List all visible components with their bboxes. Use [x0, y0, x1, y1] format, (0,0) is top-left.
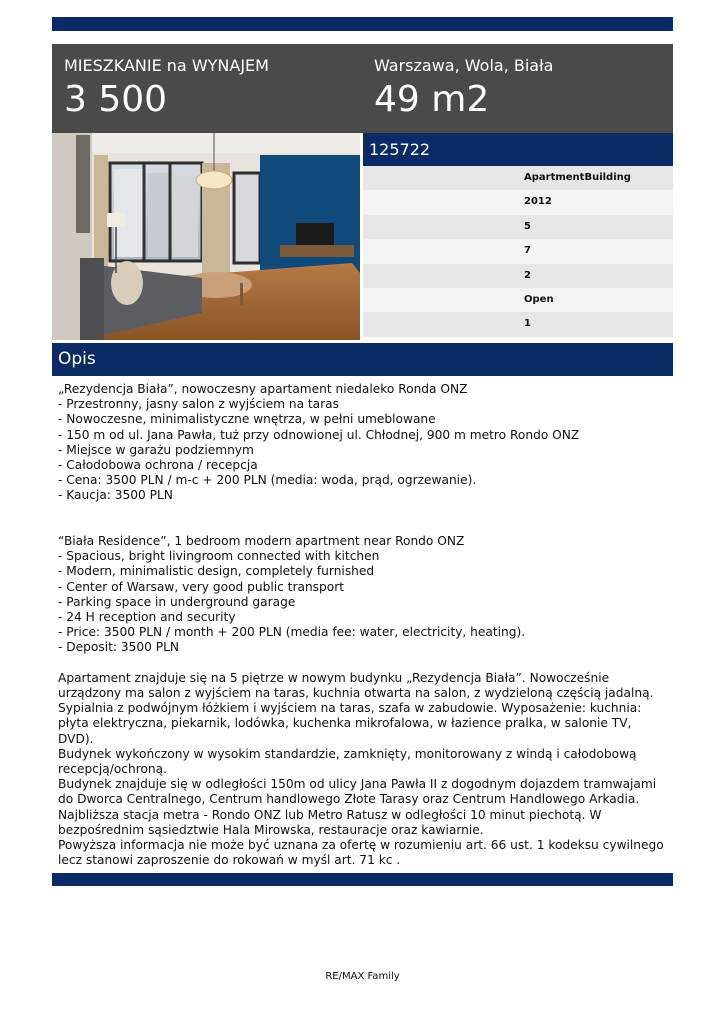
- listing-description: „Rezydencja Biała”, nowoczesny apartament niedaleko Ronda ONZ - Przestronny, jasny salon z wyjściem na taras - Nowoczesne, minimalistyczne wnętrza, w pełni umeblowane - 150 m od ul. Jana Pawła, tuż przy odnowionej ul. Chłodnej, 900 m metro Rondo ONZ - Miejsce w garażu podziemnym - Całodobowa ochrona / recepcja - Cena: 3500 PLN / m-c + 200 PLN (media: woda, prąd, ogrzewanie). - Kaucja: 3500 PLN “Biała Residence”, 1 bedroom modern apartment near Rondo ONZ - Spacious, bright livingroom connected with kitchen - Modern, minimalistic design, completely furnished - Center of Warsaw, very good public transport - Parking space in underground garage - 24 H reception and security - Price: 3500 PLN / month + 200 PLN (media fee: water, electricity, heating). - Deposit: 3500 PLN Apartament znajduje się na 5 piętrze w nowym budynku „Rezydencja Biała”. Nowocześnie urządzony ma salon z wyjściem na taras, kuchnia otwarta na salon, z wydzieloną częścią jadalną. Sypialnia z podwójnym łóżkiem i wyjściem na taras, szafa w zabudowie. Wyposażenie: kuchnia: płyta elektryczna, piekarnik, lodówka, kuchenka mikrofalowa, w łazience pralka, w salonie TV, DVD). Budynek wykończony w wysokim standardzie, zamknięty, monitorowany z windą i całodobową recepcją/ochroną. Budynek znajduje się w odległości 150m od ulicy Jana Pawła II z dogodnym dojazdem tramwajami do Dworca Centralnego, Centrum handlowego Złote Tarasy oraz Centrum Handlowego Arkadia. Najbliższa stacja metra - Rondo ONZ lub Metro Ratusz w odległości 10 minut piechotą. W bezpośrednim sąsiedztwie Hala Mirowska, restauracje oraz kawiarnie. Powyższa informacja nie może być uznana za ofertę w rozumieniu art. 66 ust. 1 kodeksu cywilnego lecz stanowi zaproszenie do rokowań w myśl art. 71 kc .: [58, 382, 664, 868]
- detail-bathrooms: 1: [363, 312, 673, 336]
- offer-summary: [64, 56, 269, 122]
- property-details-table: [363, 166, 673, 337]
- section-title-description: Opis: [52, 343, 673, 376]
- apartment-photo: [52, 133, 360, 340]
- bottom-accent-bar: [52, 873, 673, 886]
- listing-id: 125722: [363, 133, 673, 166]
- detail-rooms: 2: [363, 264, 673, 288]
- detail-year-built: 2012: [363, 190, 673, 214]
- detail-total-floors: 7: [363, 239, 673, 263]
- offer-type-label: MIESZKANIE na WYNAJEM: [64, 56, 269, 75]
- footer-agency: RE/MAX Family: [325, 971, 400, 982]
- price: 3 500: [64, 79, 168, 120]
- listing-header: [52, 44, 673, 133]
- detail-building-type: ApartmentBuilding: [363, 166, 673, 190]
- detail-floor: 5: [363, 215, 673, 239]
- top-accent-bar: [52, 17, 673, 31]
- area: 49 m2: [374, 79, 490, 120]
- location-summary: [374, 56, 553, 122]
- detail-kitchen-type: Open: [363, 288, 673, 312]
- location-label: Warszawa, Wola, Biała: [374, 56, 554, 75]
